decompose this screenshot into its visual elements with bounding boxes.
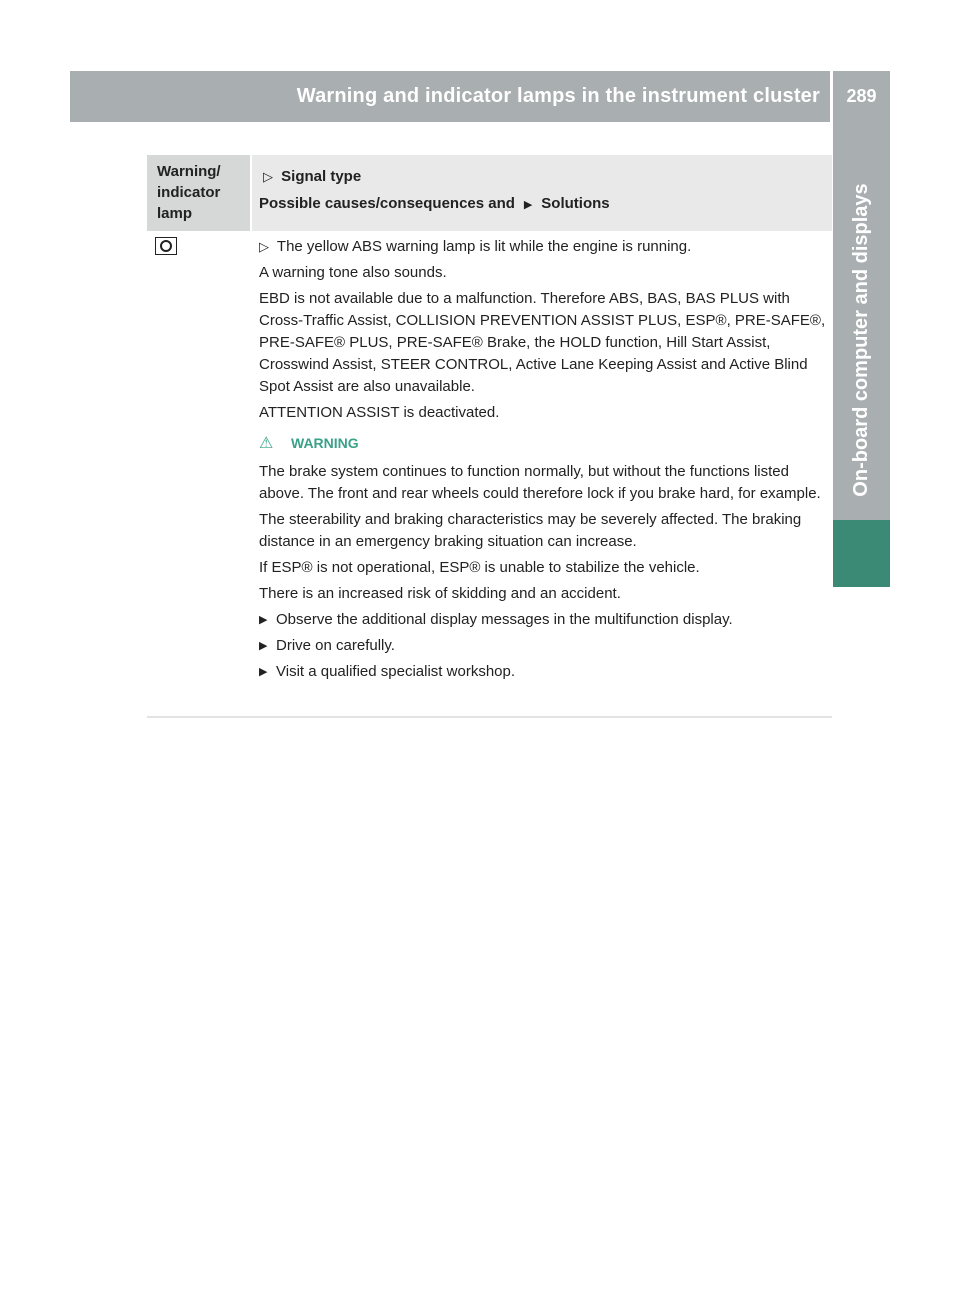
page-number: 289	[846, 86, 877, 106]
attention-text: ATTENTION ASSIST is deactivated.	[259, 404, 500, 421]
signal-line: ▷ The yellow ABS warning lamp is lit while the engine is running.	[259, 236, 829, 258]
table-row	[259, 236, 829, 687]
causes-label: Possible causes/consequences and	[259, 195, 515, 212]
step-arrow-icon: ▶	[259, 640, 268, 652]
table-header-lamp: Warning/ indicator lamp	[147, 155, 250, 231]
signal-icon: ▷	[259, 239, 269, 254]
tone-text: A warning tone also sounds.	[259, 264, 447, 281]
step-item: ▶ Observe the additional display messages in the multifunction display.	[259, 609, 829, 631]
warning-paragraph: If ESP® is not operational, ESP® is unable to stabilize the vehicle.	[259, 559, 700, 576]
step-item: ▶ Drive on carefully.	[259, 635, 829, 657]
abs-lamp-icon	[155, 237, 177, 255]
table-header-signal	[252, 155, 832, 231]
step-arrow-icon: ▶	[259, 614, 268, 626]
warning-heading: ⚠ WARNING	[259, 432, 829, 455]
side-tab-marker	[833, 520, 890, 587]
ebd-text: EBD is not available due to a malfunction. Therefore ABS, BAS, BAS PLUS with Cross-Traffic Assist, COLLISION PREVENTION ASSIST PLUS, ESP®, PRE-SAFE®, PRE-SAFE® PLUS, PRE-SAFE® Brake, the HOLD function, Hill Start Assist, Crosswind Assist, STEER CONTROL, Active Lane Keeping Assist and Active Blind Spot Assist are also unavailable.	[259, 290, 826, 395]
page-title: Warning and indicator lamps in the instrument cluster	[296, 85, 820, 107]
warning-paragraph: The brake system continues to function normally, but without the functions listed above. The front and rear wheels could therefore lock if you brake hard, for example.	[259, 463, 821, 502]
signal-type-icon: ▷	[263, 169, 273, 184]
side-tab-label: On-board computer and displays	[850, 183, 872, 497]
warning-paragraph: The steerability and braking characteristics may be severely affected. The braking distance in an emergency braking situation can increase.	[259, 511, 802, 550]
step-item: ▶ Visit a qualified specialist workshop.	[259, 661, 829, 683]
warning-triangle-icon: ⚠	[259, 435, 274, 452]
step-arrow-icon: ▶	[259, 666, 268, 678]
table-bottom-divider	[147, 716, 832, 718]
solutions-label: Solutions	[541, 195, 610, 212]
warning-paragraph: There is an increased risk of skidding and an accident.	[259, 585, 621, 602]
signal-type-label: Signal type	[281, 168, 362, 185]
solutions-arrow-icon: ▶	[523, 199, 533, 211]
